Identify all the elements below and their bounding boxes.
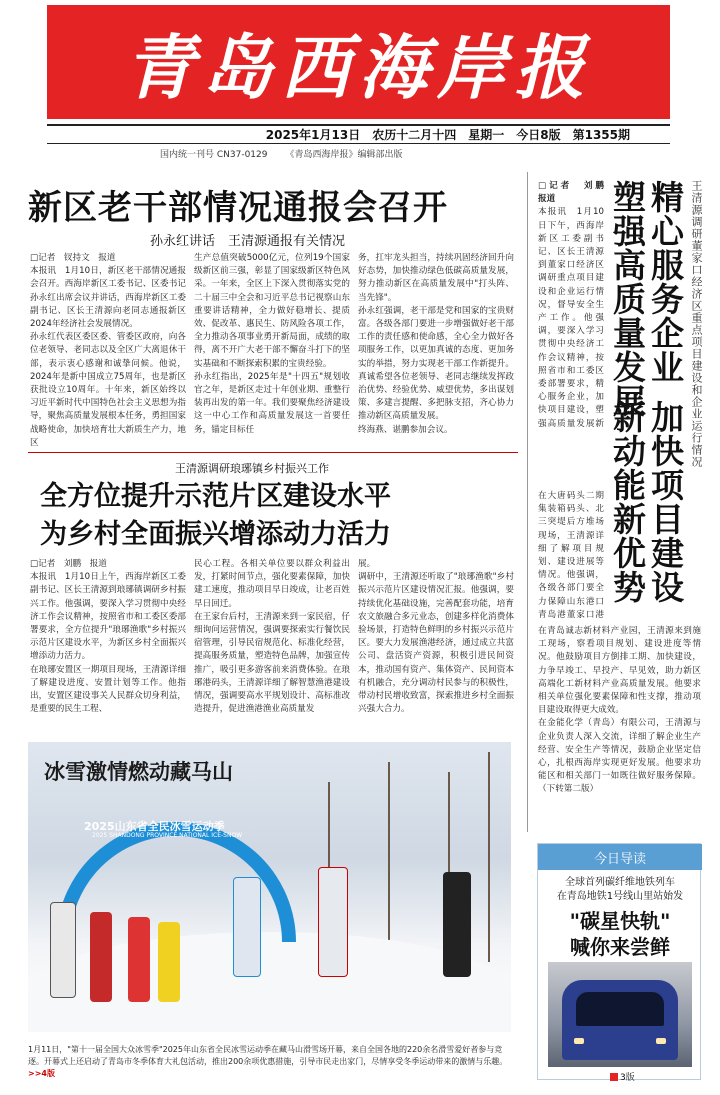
article1-headline[interactable]: 新区老干部情况通报会召开: [28, 188, 448, 228]
article3-kicker: 王清源调研董家口经济区重点项目建设和企业运行情况: [690, 180, 703, 468]
article3-headline-col4[interactable]: 新动能新优势: [608, 400, 647, 604]
guide-line2: 在青岛地铁1号线山里站始发: [556, 891, 684, 902]
article3-headline-col2[interactable]: 加快项目建设: [646, 400, 685, 604]
tree: [388, 762, 390, 962]
article2-headline-line2: 为乡村全面振兴增添动力活力: [40, 519, 391, 550]
article1-subhead: 孙永红讲话 王清源通报有关情况: [150, 234, 346, 249]
tree: [488, 752, 490, 962]
skier: [233, 877, 261, 977]
today-guide-header: 今日导读: [538, 844, 702, 870]
masthead: [47, 5, 670, 119]
guide-title1: "碳星快轨": [569, 909, 671, 933]
article3-top-text: [538, 180, 604, 430]
newspaper-title: 青岛西海岸报: [124, 25, 593, 109]
dateline: [47, 124, 670, 144]
article3-text-mid: 在大唐码头二期集装箱码头、北三突堤后方堆场现场，王清源详细了解项目规划、建设进展等情况。他强调，各级各部门要全力保障山东港口青岛港董家口港: [538, 491, 604, 620]
article3-text-top: 本报讯 1月10日下午，西海岸新区工委副书记、区长王清源到董家口经济区调研重点项目建设和企业运行情况，督导安全生产工作。他强调，要深入学习贯彻中央经济工作会议精神，按照省市和工委区委部署要求，精心服务企业，加快项目建设，塑强高质量发展新: [538, 207, 604, 429]
arch-banner-text-en: 2025 SHANDONG PROVINCE NATIONAL ICE-SNOW: [92, 832, 243, 839]
article2-col2: 民心工程。各相关单位要以群众利益出发，打紧时间节点，强化要素保障，加快建工速度，推动项目早日竣成，让老百姓早日回迁。 在王家台后村，王清源来到一家民宿，仔细询问运营情况，强调要探索实行餐饮民宿管理，引导民宿规范化、标准化经营，提高服务质量，塑造特色品牌，加强宣传推广，吸引更多游客前来消费体验。在琅琊港码头，王清源详细了解智慧渔港建设情况，强调要高水平规划设计、高标准改造提升，促进渔港渔业高质量发: [194, 559, 350, 715]
guide-page-label: 3版: [620, 1073, 635, 1083]
train: [562, 980, 678, 1060]
publication-info: [160, 147, 670, 161]
skier: [128, 917, 150, 1002]
guide-title: [538, 908, 702, 960]
metro-train-photo: [548, 962, 692, 1067]
article2-headline-line1: 全方位提升示范片区建设水平: [40, 481, 391, 512]
column-divider: [527, 172, 528, 832]
article1-col3: 务，扛牢龙头担当，持续巩固经济回升向好态势，加快推动绿色低碳高质量发展，努力推动新区在高质量发展中"打头阵、当先锋"。 孙永红强调，老干部是党和国家的宝贵财富。各级各部门要进一步增强做好老干部工作的责任感和使命感，全心全力做好各项服务工作，以更加真诚的态度、更加务实的举措，努力实现老干部工作新提升。真诚希望各位老领导、老同志继续发挥政治优势、经验优势、威望优势，多出谋划策、多建言提醒、多把脉支招，齐心协力推动新区高质量发展。 终海燕、谌鹏参加会议。: [358, 253, 514, 435]
article2-col3: 展。 调研中，王清源还听取了"琅琊渔歌"乡村振兴示范片区建设情况汇报。他强调，要持续优化基础设施，完善配套功能，培育农文旅融合多元业态，创建多样化消费体验场景，打造特色鲜明的乡村振兴示范片区。要大力发展渔港经济，通过成立共富公司、盘活资产资源，积极引进民间资本，推动国有资产、集体资产、民间资本有机融合，充分调动村民参与的积极性，带动村民增收致富，探索推进乡村全面振兴强大合力。: [358, 559, 514, 715]
issue-number: 第1355期: [572, 128, 630, 142]
photo-title[interactable]: 冰雪激情燃动藏马山: [44, 760, 233, 784]
article2-body: [30, 558, 520, 730]
article3-headline-col1[interactable]: 精心服务企业: [646, 180, 685, 384]
skier: [443, 872, 471, 977]
article2-col1: □记者 刘鹏 报道 本报讯 1月10日上午，西海岸新区工委副书记、区长王清源到琅琊镇调研乡村振兴工作。他强调，要深入学习贯彻中央经济工作会议精神，按照省市和工委区委部署要求，全方位提升"琅琊渔歌"乡村振兴示范片区建设水平，为新区乡村全面振兴增添动力活力。 在琅琊安置区一期项目现场，王清源详细了解建设进度、安置计划等工作。他指出，安置区建设事关人民群众切身利益，是重要的民生工程、: [30, 559, 186, 715]
publisher: 《青岛西海岸报》编辑部出版: [285, 150, 403, 160]
guide-title2: 喊你来尝鲜: [570, 935, 670, 959]
arch-banner-text: 2025山东省全民冰雪运动季: [84, 820, 225, 833]
weekday: 星期一: [468, 128, 505, 142]
today-guide-box[interactable]: [537, 843, 701, 1083]
photo-caption: [28, 1044, 511, 1080]
train-headlight: [656, 1038, 666, 1044]
article2-headline[interactable]: [40, 478, 391, 554]
article2-kicker: 王清源调研琅琊镇乡村振兴工作: [175, 462, 329, 475]
guide-page-ref[interactable]: [610, 1070, 635, 1083]
caption-text: 1月11日，"第十一届全国大众冰雪季"2025年山东省全民冰雪运动季在藏马山滑雪场开幕，来自全国各地的220余名滑雪爱好者参与竞逐。开幕式上还启动了青岛市冬季体育大礼包活动，推出200余项优惠措施，引导市民走出家门，尽情享受冬季运动带来的激情与乐趣。: [28, 1045, 508, 1066]
skier: [318, 867, 348, 977]
article1-body: [30, 252, 520, 447]
train-headlight: [574, 1038, 584, 1044]
skier: [50, 902, 76, 998]
guide-subtitle: [538, 876, 702, 904]
article3-text-bottom: 在青岛诚志新材料产业园，王清源来到施工现场，察看项目规划、建设进度等情况。他鼓励项目方倒排工期、加快建设，力争早竣工、早投产、早见效，助力新区高端化工新材料产业高质量发展。他要求相关单位强化要素保障和性支撑，推动项目建设取得更大成效。 在金能化学（青岛）有限公司，王清源与企业负责人深入交流，详细了解企业生产经营、安全生产等情况，鼓励企业坚定信心，扎根西海岸实现更好发展。他要求功能区和相关部门一如既往做好服务保障。（下转第二版）: [538, 626, 701, 795]
ski-event-photo: [28, 742, 511, 1032]
page-count: 今日8版: [516, 128, 561, 142]
divider: [28, 452, 518, 453]
cn-number: 国内统一刊号 CN37-0129: [160, 150, 268, 160]
caption-page-ref[interactable]: >>4版: [28, 1069, 55, 1078]
lunar-date: 农历十二月十四: [372, 128, 457, 142]
skier: [90, 912, 112, 1002]
article1-col2: 生产总值突破5000亿元，位列19个国家级新区前三强，彰显了国家级新区特色风采。一年来，全区上下深入贯彻落实党的二十届三中全会和习近平总书记视察山东重要讲话精神，全力做好稳增长、提质效、促改革、惠民生、防风险各项工作，全力推动各项事业勇开新局面，成绩的取得，离不开广大老干部不懈奋斗打下的坚实基础和不断探索积累的宝贵经验。 孙永红指出，2025年是"十四五"规划收官之年，是新区走过十年创业期、重整行装再出发的第一年。我们要聚焦经济建设这一中心工作和高质量发展这一首要任务，锚定目标任: [194, 253, 350, 435]
red-square-icon: [610, 1073, 618, 1081]
train-windshield: [576, 992, 664, 1026]
skier: [158, 922, 180, 1002]
article3-headline-col3[interactable]: 塑强高质量发展: [608, 180, 647, 418]
issue-date: 2025年1月13日: [265, 128, 361, 142]
guide-line1: 全球首列碳纤维地铁列车: [565, 877, 675, 888]
article3-byline: □记者 刘鹏 报道: [538, 181, 604, 205]
article1-col1: □记者 钗持文 报道 本报讯 1月10日，新区老干部情况通报会召开。西海岸新区工委书记、区委书记孙永红出席会议并讲话，西海岸新区工委副书记、区长王清源向老同志通报新区2024年经济社会发展情况。 孙永红代表区委区委、管委区政府，向各位老领导、老同志以及全区广大离退休干部，表示衷心感谢和诚挚问候。他说，2024年是新中国成立75周年，也是新区获批设立10周年。十年来，新区始终以习近平新时代中国特色社会主义思想为指导，聚焦高质量发展根本任务，勇担国家战略使命，加快培育壮大新质生产力，地区: [30, 253, 186, 447]
